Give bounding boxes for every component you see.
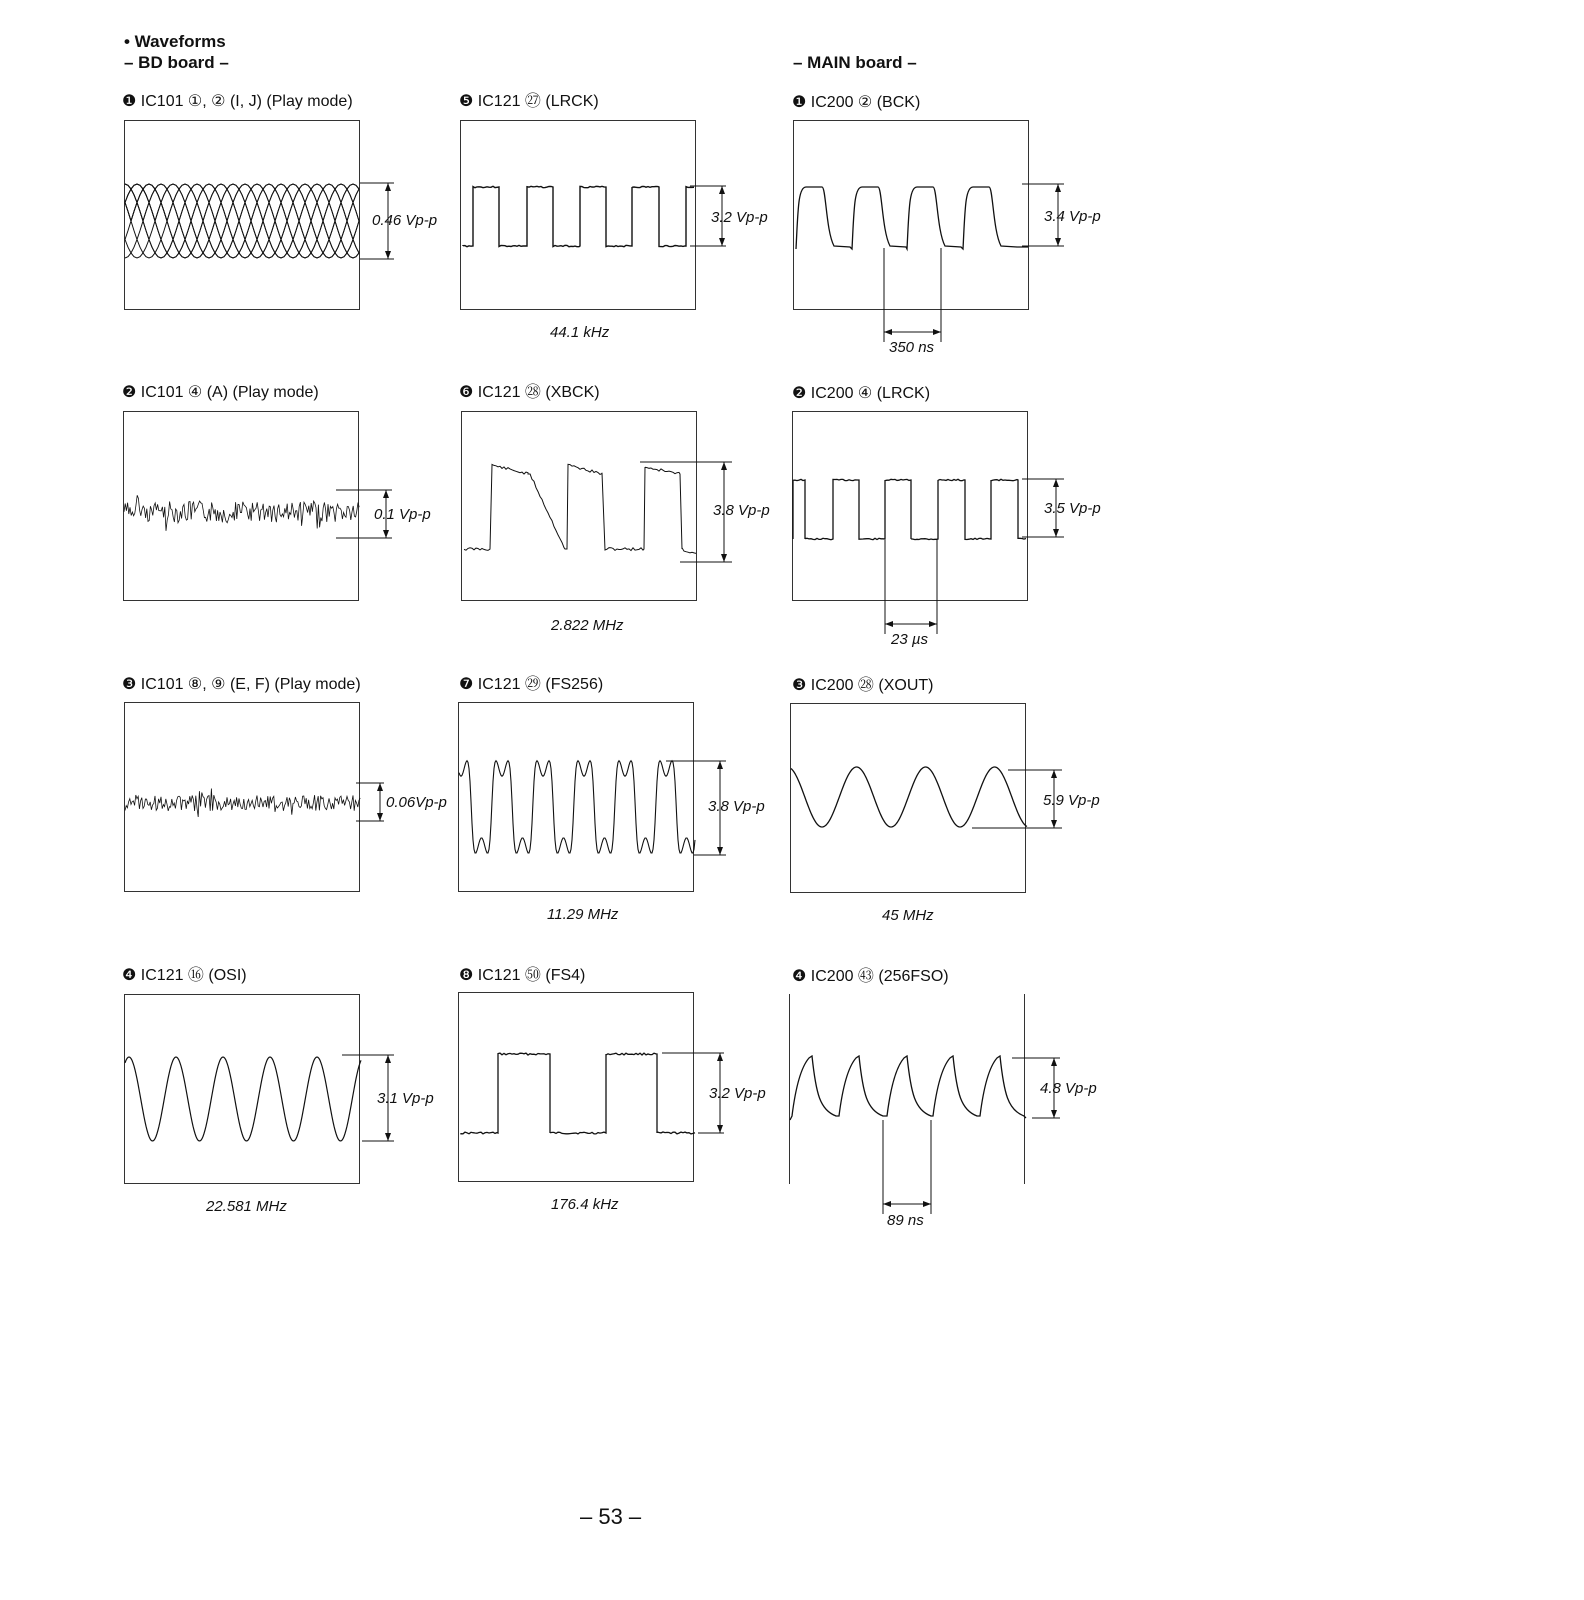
noise-waveform [125, 703, 361, 893]
bd-board-heading: – BD board – [124, 53, 229, 72]
waveforms-heading: • Waveforms [124, 32, 226, 51]
amplitude-marker [356, 775, 388, 829]
square-waveform [461, 121, 697, 311]
waveform-title: ❼ IC121 ㉙ (FS256) [459, 676, 604, 693]
period-marker [877, 1120, 937, 1216]
frequency-label: 176.4 kHz [551, 1196, 619, 1213]
oscilloscope-screen [124, 994, 360, 1184]
frequency-label: 22.581 MHz [206, 1198, 287, 1215]
amplitude-label: 3.1 Vp-p [377, 1090, 434, 1107]
waveform-title: ❶ IC101 ①, ② (I, J) (Play mode) [122, 93, 353, 110]
distorted-clock-waveform [459, 703, 695, 893]
oscilloscope-screen [124, 120, 360, 310]
waveform-title: ❷ IC200 ④ (LRCK) [792, 385, 931, 402]
period-label: 350 ns [889, 339, 935, 356]
amplitude-label: 0.06Vp-p [386, 794, 447, 811]
amplitude-label: 3.8 Vp-p [708, 798, 765, 815]
oscilloscope-screen [123, 411, 359, 601]
waveform-title: ❸ IC200 ㉘ (XOUT) [792, 677, 934, 694]
period-marker [879, 540, 943, 636]
period-label: 89 ns [887, 1212, 924, 1229]
waveform-title: ❺ IC121 ㉗ (LRCK) [459, 93, 599, 110]
waveform-title: ❹ IC121 ⑯ (OSI) [122, 967, 247, 984]
waveform-title: ❹ IC200 ㊸ (256FSO) [792, 968, 949, 985]
waveform-title: ❻ IC121 ㉘ (XBCK) [459, 384, 600, 401]
noise-waveform [124, 412, 360, 602]
amplitude-label: 3.4 Vp-p [1044, 208, 1101, 225]
amplitude-label: 3.5 Vp-p [1044, 500, 1101, 517]
sine-waveform [125, 995, 361, 1185]
amplitude-label: 3.2 Vp-p [709, 1085, 766, 1102]
waveform-title: ❶ IC200 ② (BCK) [792, 94, 921, 111]
oscilloscope-screen [458, 992, 694, 1182]
main-board-heading: – MAIN board – [793, 53, 917, 72]
eye-pattern-waveform [125, 121, 361, 311]
amplitude-label: 5.9 Vp-p [1043, 792, 1100, 809]
frequency-label: 44.1 kHz [550, 324, 610, 341]
waveform-title: ❷ IC101 ④ (A) (Play mode) [122, 384, 319, 401]
square-waveform [459, 993, 695, 1183]
frequency-label: 11.29 MHz [547, 906, 619, 923]
period-label: 23 µs [891, 631, 928, 648]
period-marker [878, 248, 948, 344]
amplitude-label: 4.8 Vp-p [1040, 1080, 1097, 1097]
amplitude-label: 3.2 Vp-p [711, 209, 768, 226]
amplitude-label: 3.8 Vp-p [713, 502, 770, 519]
frequency-label: 45 MHz [882, 907, 934, 924]
amplitude-label: 0.1 Vp-p [374, 506, 431, 523]
oscilloscope-screen [458, 702, 694, 892]
frequency-label: 2.822 MHz [551, 617, 624, 634]
waveform-title: ❽ IC121 ㊿ (FS4) [459, 967, 586, 984]
page-number: – 53 – [580, 1504, 642, 1529]
amplitude-label: 0.46 Vp-p [372, 212, 438, 229]
waveform-title: ❸ IC101 ⑧, ⑨ (E, F) (Play mode) [122, 676, 361, 693]
oscilloscope-screen [124, 702, 360, 892]
oscilloscope-screen [460, 120, 696, 310]
